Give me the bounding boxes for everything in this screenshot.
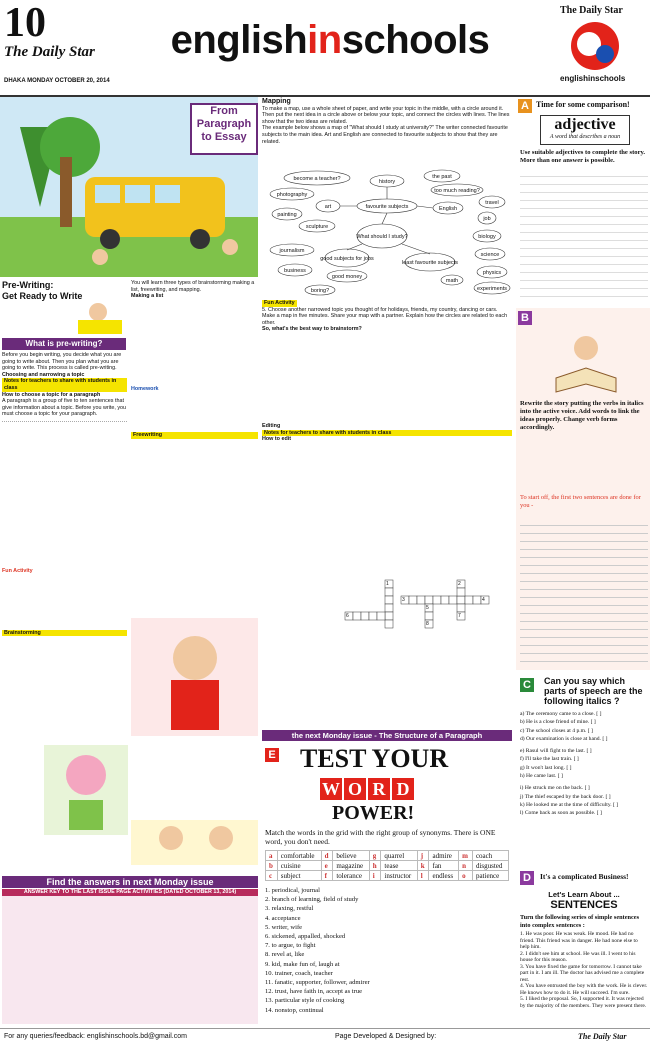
mapping-heading: Mapping: [262, 98, 291, 105]
node-12: What should I study?: [356, 234, 408, 240]
grid-letter: n: [459, 861, 473, 871]
page-header: [0, 0, 650, 97]
d-item: 4. You have entrusted the boy with the work. He is clever. He knows how to do it. He will succeed. I'm sure.: [520, 983, 648, 996]
tag-a: A: [518, 99, 532, 113]
node-19: good money: [331, 274, 363, 280]
d-item: 1. He was poor. He was weak. He mood. He had no friend. This friend was in danger. He had none else to help him.: [520, 931, 638, 950]
cw-num-1: 1: [386, 581, 389, 587]
right-logo-text: englishinschools: [560, 74, 626, 83]
synonym-item: 12. trust, have faith in, accept as true: [265, 988, 363, 996]
making-list-heading: Making a list: [131, 293, 164, 300]
node-21: boring?: [310, 288, 330, 294]
footer-left: For any queries/feedback: englishinschools.bd@gmail.com: [4, 1033, 187, 1040]
grid-word: instructor: [381, 871, 417, 881]
c-items: [520, 710, 648, 818]
answer-key-title: ANSWER KEY TO THE LAST ISSUE PAGE ACTIVITIES (DATED OCTOBER 13, 2014): [2, 889, 258, 896]
node-11: sculpture: [305, 224, 329, 230]
c-item: f) I'll take the last train. [ ]: [520, 756, 579, 763]
synonym-item: 13. particular style of cooking: [265, 997, 345, 1005]
c-item: c) The school closes at 4 p.m. [ ]: [520, 727, 593, 734]
node-17: science: [480, 252, 500, 258]
cw-num-5: 5: [426, 605, 429, 611]
grid-letter: g: [369, 851, 381, 861]
synonym-item: 2. branch of learning, field of study: [265, 896, 359, 904]
kid-writing-illustration: [48, 300, 126, 336]
word-grid: [265, 850, 509, 881]
title-line2: Paragraph: [196, 118, 252, 130]
node-23: experiments: [477, 286, 507, 292]
tag-c: C: [520, 678, 534, 692]
intro-paragraph: Before you begin writing, you decide what you are going to write about. Then you plan what you are going to write. This process is called pre-writing.: [2, 352, 122, 372]
section-d: [516, 868, 650, 1026]
synonym-item: 4. acceptance: [265, 914, 301, 922]
reading-girl-icon: [546, 328, 626, 396]
notes-teachers-1: Notes for teachers to share with students in class: [2, 378, 127, 391]
d-item: 5. I liked the proposal. So, I supported it. It was rejected by the majority of the members. They were present there.: [520, 996, 647, 1009]
grid-word: disgusted: [472, 861, 508, 871]
grid-letter: d: [321, 851, 333, 861]
node-8: travel: [485, 200, 499, 206]
cw-num-3: 3: [402, 597, 405, 603]
activity-5: 5. Choose another narrowed topic you thought of for holidays, friends, my country, dancing or cars. Make a map in five minutes. Share your map with a partner. Explain how the circles are related to each other.: [262, 306, 508, 326]
c-item: i) He struck me on the back. [ ]: [520, 785, 590, 792]
tile-d: D: [392, 778, 414, 800]
d-item: 2. I didn't see him at school. He was ill. I went to his house for this reason.: [520, 950, 636, 963]
tag-b: B: [518, 311, 532, 325]
cw-num-8: 8: [426, 621, 429, 627]
d-sub2: SENTENCES: [550, 899, 618, 911]
prewriting-sub: Get Ready to Write: [2, 291, 83, 301]
power-title: POWER!: [332, 802, 415, 824]
editing-heading: Editing: [262, 422, 281, 429]
what-is-prewriting-banner: What is pre-writing?: [2, 338, 126, 350]
node-5: art: [324, 204, 332, 210]
synonym-item: 9. kid, make fun of, laugh at: [265, 960, 340, 968]
d-instruction: Turn the following series of simple sentences into complex sentences :: [520, 914, 640, 929]
cw-num-7: 7: [458, 613, 461, 619]
a-story-lines: [520, 169, 648, 304]
synonym-item: 7. to argue, to fight: [265, 942, 316, 950]
c-item: a) The ceremony came to a close. [ ]: [520, 711, 602, 717]
mapping-body: To make a map, use a whole sheet of paper, and write your topic in the middle, with a circle around it. Then put the next idea in a circle above or below your topic, and connect the circles with lines. The lines show that the two ideas are related.: [262, 105, 510, 125]
grid-word: cuisine: [277, 861, 321, 871]
grid-word: magazine: [333, 861, 369, 871]
word-power-section: [262, 744, 512, 1024]
mapping-fun-activity: Fun Activity: [264, 300, 295, 306]
grid-letter: o: [459, 871, 473, 881]
col2-text: [131, 280, 258, 439]
section-b: [516, 308, 650, 670]
footer-right: The Daily Star: [578, 1032, 627, 1041]
mapping-example: The example below shows a map of "What should I study at university?" The writer connected favourite subjects to the main idea. Art and English are connected to favourite subjects to show that they are related.: [262, 125, 508, 145]
grid-word: coach: [472, 851, 508, 861]
grid-row: [266, 861, 509, 871]
node-0: become a teacher?: [293, 176, 341, 182]
footer-middle: Page Developed & Designed by:: [335, 1033, 437, 1040]
node-18: business: [284, 268, 306, 274]
node-10: job: [483, 216, 491, 222]
synonym-item: 1. periodical, journal: [265, 887, 320, 894]
a-instruction: Use suitable adjectives to complete the story. More than one answer is possible.: [520, 149, 646, 164]
synonym-item: 6. sickened, appalled, shocked: [265, 933, 346, 941]
brainstorming-heading: Brainstorming: [2, 630, 127, 637]
node-1: history: [378, 179, 396, 185]
node-14: journalism: [279, 248, 305, 254]
test-your-title: TEST YOUR: [300, 744, 449, 773]
c-item: e) Rasul will fight to the last. [ ]: [520, 748, 592, 755]
section-a: [516, 97, 650, 307]
grid-letter: b: [266, 861, 278, 871]
node-3: too much reading?: [434, 188, 480, 194]
masthead-part3: schools: [341, 18, 490, 62]
a-sub: A word that describes a noun: [549, 134, 621, 140]
grid-letter: a: [266, 851, 278, 861]
cw-num-2: 2: [458, 581, 461, 587]
brain-icon: [44, 745, 128, 835]
tag-e: E: [265, 748, 279, 762]
node-2: the past: [432, 174, 452, 180]
synonym-item: 8. revel at, like: [265, 951, 305, 959]
d-items: [520, 931, 648, 1024]
girl-illustration: [131, 618, 258, 736]
cw-num-6: 6: [346, 613, 349, 619]
dateline: DHAKA MONDAY OCTOBER 20, 2014: [4, 78, 110, 84]
grid-word: comfortable: [277, 851, 321, 861]
synonym-item: 3. relaxing, restful: [265, 905, 314, 913]
grid-letter: j: [417, 851, 429, 861]
node-9: painting: [277, 212, 297, 218]
so-what-heading: So, what's the best way to brainstorm?: [262, 326, 362, 333]
c-item: b) He is a close friend of mine. [ ]: [520, 719, 596, 726]
tile-r: R: [368, 778, 390, 800]
mind-map: [262, 166, 512, 296]
c-item: l) Come back as soon as possible. [ ]: [520, 810, 602, 817]
grid-letter: h: [369, 861, 381, 871]
title-line1: From: [210, 105, 238, 117]
grid-word: quarrel: [381, 851, 417, 861]
b-lines: [520, 518, 648, 666]
kids-reading-illustration: [131, 820, 258, 865]
mid-heading: You will learn three types of brainstorming making a list, freewriting, and mapping.: [131, 280, 255, 293]
node-4: photography: [276, 192, 308, 198]
grid-letter: k: [417, 861, 429, 871]
right-paper-name: The Daily Star: [560, 5, 623, 16]
a-word: adjective: [554, 116, 616, 133]
synonym-list: [265, 886, 509, 1015]
tile-w: W: [322, 779, 340, 799]
col1-body-filler: [2, 418, 127, 568]
kid-icon: [48, 300, 126, 336]
how-choose-body: A paragraph is a group of five to ten sentences that give information about a topic. Before you write, you must choose a topic for your paragraph.: [2, 398, 127, 418]
grid-letter: e: [321, 861, 333, 871]
b-redline: To start off, the first two sentences are done for you -: [520, 494, 641, 509]
brainstorm-illustration: [44, 745, 128, 835]
b-instruction: Rewrite the story putting the verbs in italics into the active voice. Add words to link the ideas properly. Change verb forms accordingly.: [520, 400, 644, 431]
c-item: h) He came last. [ ]: [520, 773, 563, 780]
grid-row: [266, 851, 509, 861]
word-power-instruction: Match the words in the grid with the right group of synonyms. There is ONE word, you don't need.: [265, 828, 496, 846]
d-item: 3. You have fixed the game for tomorrow. I cannot take part in it. I am ill. The doctor has advised me a complete rest.: [520, 963, 645, 983]
c-item: j) The thief escaped by the back door. [ ]: [520, 793, 611, 800]
grid-row: [266, 871, 509, 881]
node-20: physics: [482, 270, 502, 276]
c-item: g) It won't last long. [ ]: [520, 764, 572, 771]
grid-word: tease: [381, 861, 417, 871]
word-tiles: [320, 778, 414, 800]
node-6: favourite subjects: [365, 204, 409, 210]
masthead-part1: english: [170, 18, 308, 62]
mapping-activities: [262, 300, 512, 443]
prewriting-heading: Pre-Writing:: [2, 280, 54, 290]
title-line3: to Essay: [201, 131, 247, 143]
node-22: math: [445, 278, 459, 284]
c-item: d) Our examination is close at hand. [ ]: [520, 735, 608, 742]
answers-next-monday: Find the answers in next Monday issue: [2, 876, 258, 888]
grid-word: endless: [429, 871, 459, 881]
grid-letter: c: [266, 871, 278, 881]
adjective-box: [540, 115, 630, 145]
section-c: [516, 672, 650, 872]
synonym-item: 5. writer, wife: [265, 923, 303, 931]
grid-letter: i: [369, 871, 381, 881]
grid-word: tolerance: [333, 871, 369, 881]
mapping-section: [262, 99, 512, 145]
col1-text: [2, 352, 127, 636]
grid-word: patience: [472, 871, 508, 881]
how-to-edit-heading: How to edit: [262, 436, 292, 443]
grid-word: admire: [429, 851, 459, 861]
grid-word: fan: [429, 861, 459, 871]
grid-word: subject: [277, 871, 321, 881]
page-footer: [0, 1028, 650, 1047]
synonym-item: 14. nonstop, continual: [265, 1006, 324, 1014]
choosing-heading: Choosing and narrowing a topic: [2, 371, 85, 378]
how-choose-heading: How to choose a topic for a paragraph: [2, 391, 101, 398]
kids-icon: [131, 820, 258, 865]
masthead: [150, 18, 510, 63]
synonym-item: 11. fanatic, supporter, follower, admirer: [265, 979, 370, 987]
node-15: good subjects for jobs: [320, 256, 374, 262]
node-7: English: [438, 206, 458, 212]
tile-o: O: [344, 778, 366, 800]
answer-key-box: [2, 889, 258, 1024]
masthead-part2: in: [307, 18, 342, 62]
notes-teachers-2: Notes for teachers to share with students in class: [262, 430, 512, 437]
eis-logo-icon: [565, 20, 625, 72]
node-16: least favourite subjects: [402, 260, 458, 266]
grid-letter: f: [321, 871, 333, 881]
feature-title-box: [190, 103, 258, 155]
fun-activity-1: Fun Activity: [2, 567, 33, 574]
crossword-grid: [330, 578, 500, 634]
homework-heading: Homework: [131, 385, 159, 392]
d-title: It's a complicated Business!: [540, 872, 629, 881]
grid-word: believe: [333, 851, 369, 861]
girl-icon: [131, 618, 258, 736]
c-item: k) He looked me at the time of difficulty. [ ]: [520, 801, 619, 808]
d-sub1: Let's Learn About ...: [548, 890, 620, 899]
paper-name: The Daily Star: [4, 44, 95, 60]
prewriting-heading-block: [2, 280, 127, 302]
grid-letter: m: [459, 851, 473, 861]
freewriting-heading: Freewriting: [131, 432, 258, 439]
page-number: 10: [4, 0, 46, 46]
grid-letter: l: [417, 871, 429, 881]
next-issue-banner: the next Monday issue - The Structure of a Paragraph: [262, 730, 512, 741]
c-title: Can you say which parts of speech are the following italics ?: [544, 676, 643, 706]
synonym-item: 10. trainer, coach, teacher: [265, 969, 333, 977]
a-title: Time for some comparison!: [536, 100, 630, 109]
tag-d: D: [520, 871, 534, 885]
node-13: biology: [478, 234, 496, 240]
cw-num-4: 4: [482, 597, 485, 603]
